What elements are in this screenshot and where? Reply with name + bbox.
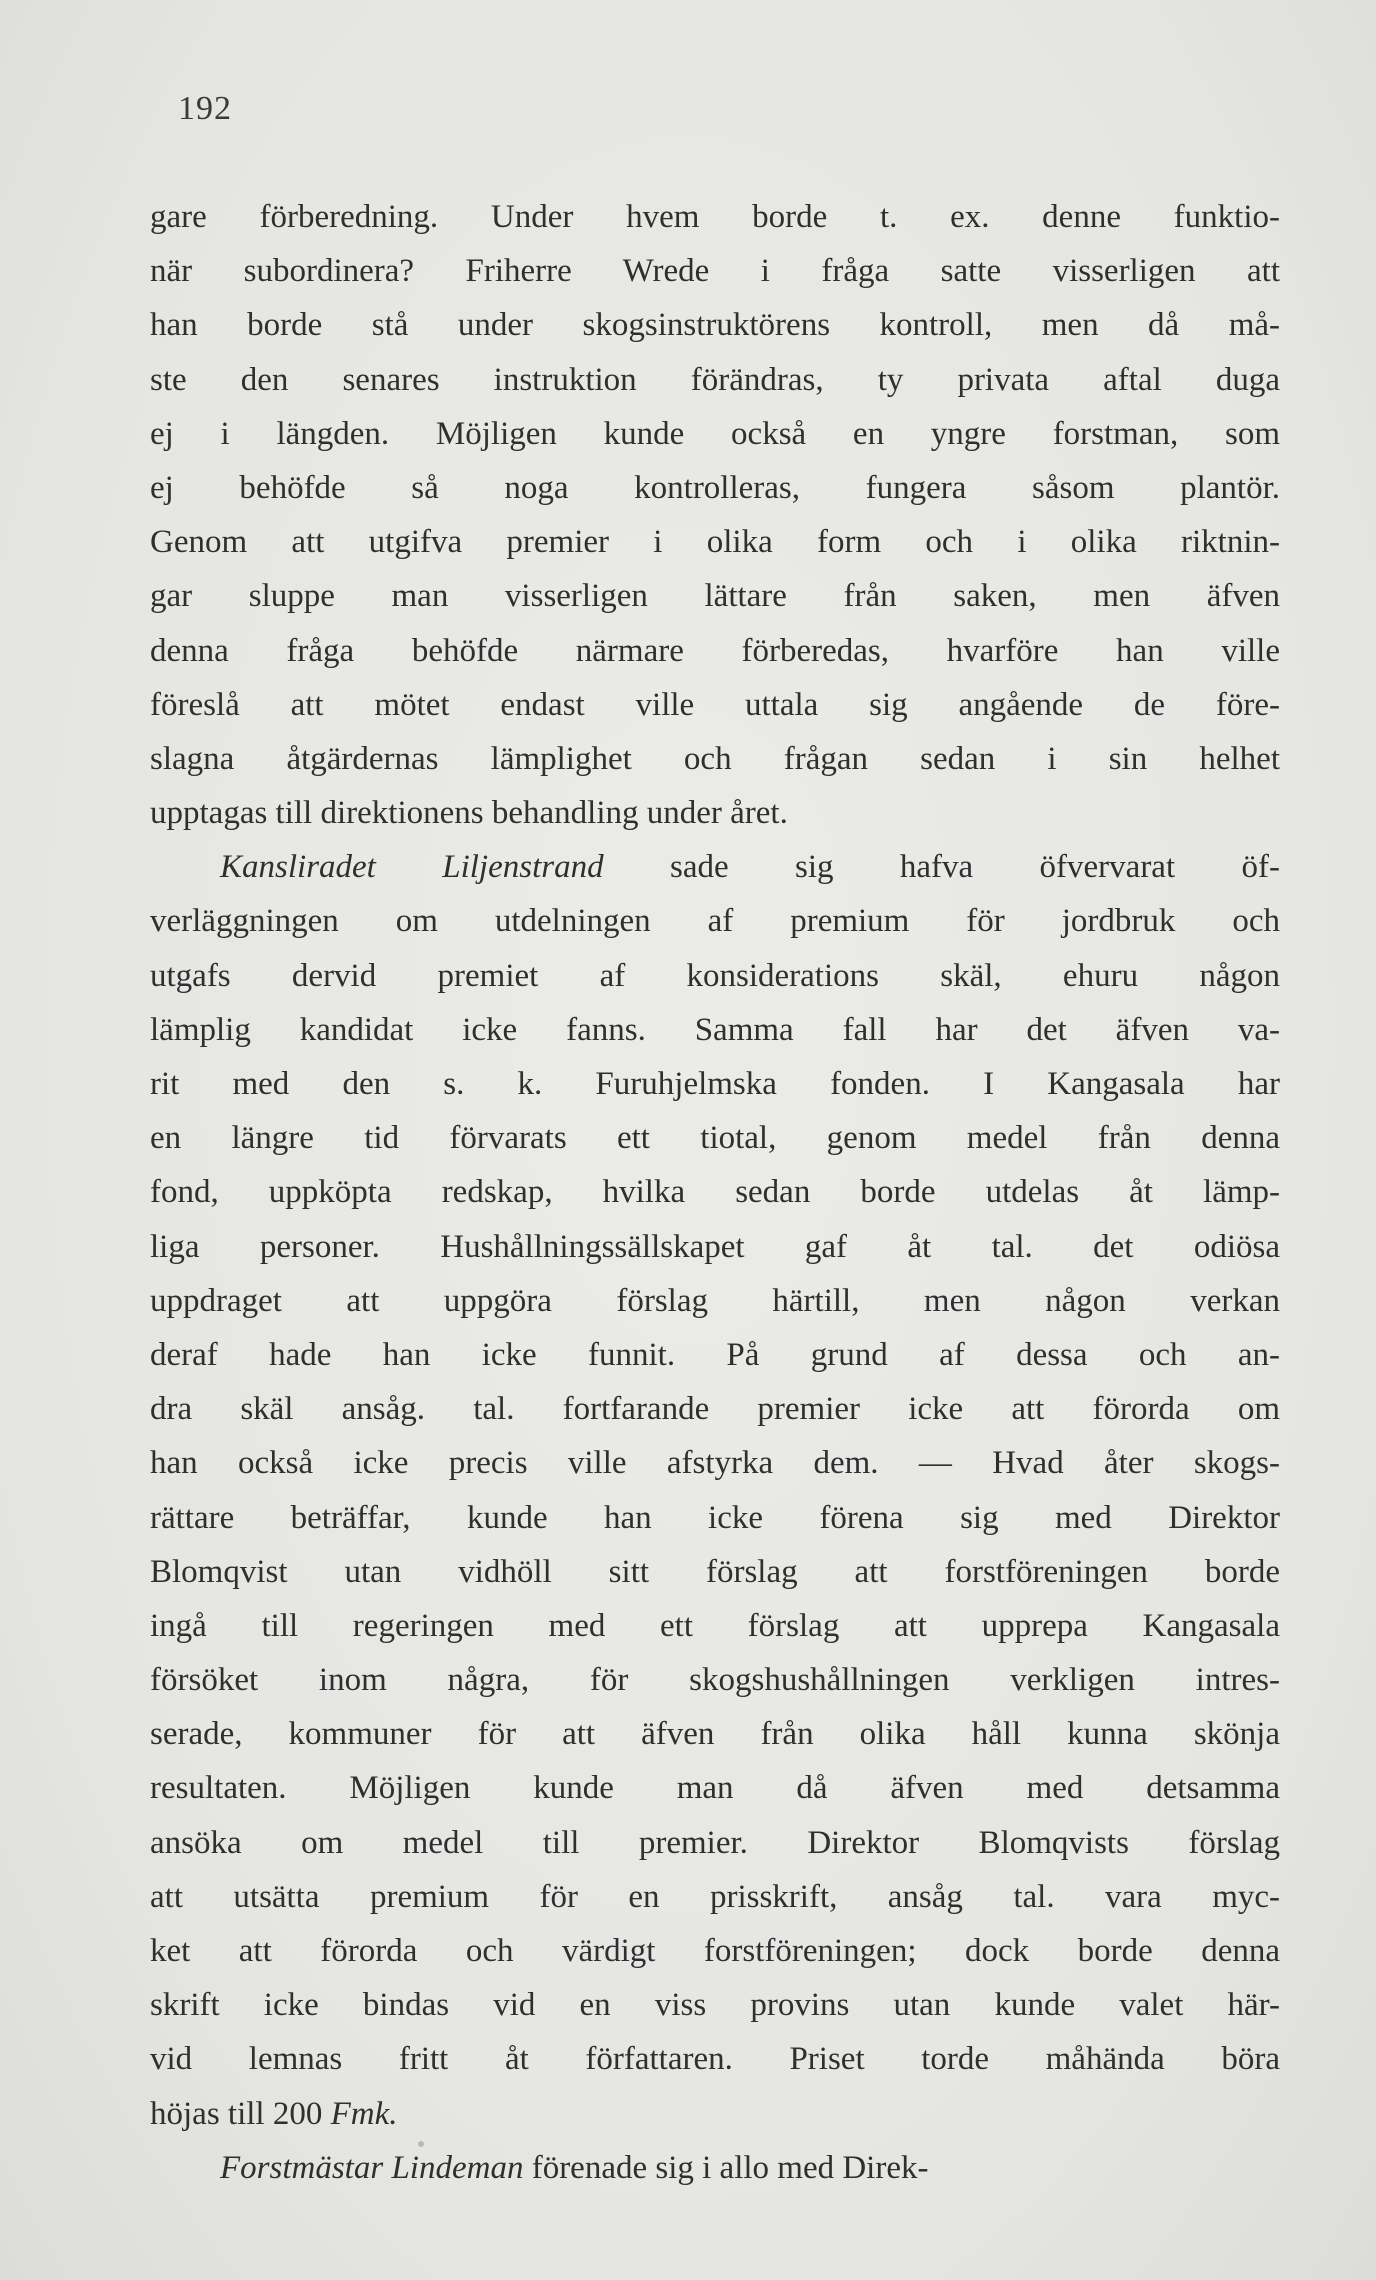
- text-fragment: när subordinera? Friherre Wrede i fråga satte visserligen att: [150, 253, 1280, 290]
- text-line: [150, 949, 1280, 1003]
- text-fragment: ej i längden. Möjligen kunde också en yngre forstman, som: [150, 415, 1280, 452]
- text-fragment: liga personer. Hushållningssällskapet gaf åt tal. det odiösa: [150, 1228, 1280, 1265]
- text-line: [150, 2087, 1280, 2141]
- body-text: [150, 190, 1280, 2195]
- text-fragment: ansöka om medel till premier. Direktor Blomqvists förslag: [150, 1824, 1280, 1861]
- text-fragment: vid lemnas fritt åt författaren. Priset torde måhända böra: [150, 2041, 1280, 2078]
- text-line: [150, 1978, 1280, 2032]
- text-fragment: utgafs dervid premiet af konsiderations skäl, ehuru någon: [150, 957, 1280, 994]
- text-fragment: han också icke precis ville afstyrka dem. — Hvad åter skogs-: [150, 1445, 1280, 1482]
- text-line: [150, 1816, 1280, 1870]
- text-fragment: gar sluppe man visserligen lättare från saken, men äfven: [150, 578, 1280, 615]
- text-fragment: rit med den s. k. Furuhjelmska fonden. I Kangasala har: [150, 1066, 1280, 1102]
- text-line: [150, 1707, 1280, 1761]
- page-number: 192: [178, 90, 232, 127]
- text-fragment: upptagas till direktionens behandling under året.: [150, 795, 788, 832]
- text-line: [150, 1436, 1280, 1490]
- text-line: [150, 1545, 1280, 1599]
- text-fragment: deraf hade han icke funnit. På grund af dessa och an-: [150, 1336, 1280, 1373]
- text-fragment: ingå till regeringen med ett förslag att upprepa Kangasala: [150, 1607, 1280, 1644]
- text-fragment: resultaten. Möjligen kunde man då äfven med detsamma: [150, 1770, 1280, 1807]
- text-fragment: serade, kommuner för att äfven från olika håll kunna skönja: [150, 1716, 1280, 1753]
- text-line: [150, 1111, 1280, 1165]
- text-fragment: fond, uppköpta redskap, hvilka sedan borde utdelas åt lämp-: [150, 1174, 1280, 1211]
- text-line: [150, 840, 1280, 894]
- text-fragment: ste den senares instruktion förändras, ty privata aftal duga: [150, 361, 1280, 398]
- text-line: [150, 1003, 1280, 1057]
- italic-text: Fmk.: [330, 2095, 398, 2132]
- text-fragment: höjas till 200: [150, 2095, 331, 2132]
- text-fragment: rättare beträffar, kunde han icke förena sig med Direktor: [150, 1499, 1280, 1536]
- text-fragment: föreslå att mötet endast ville uttala sig angående de före-: [150, 686, 1280, 723]
- text-fragment: verläggningen om utdelningen af premium för jordbruk och: [150, 903, 1280, 940]
- paper-speck: [418, 2141, 424, 2147]
- text-fragment: slagna åtgärdernas lämplighet och frågan sedan i sin helhet: [150, 740, 1280, 777]
- text-line: [150, 1382, 1280, 1436]
- text-line: [150, 1924, 1280, 1978]
- italic-text: Kansliradet Liljenstrand: [220, 849, 604, 886]
- text-fragment: dra skäl ansåg. tal. fortfarande premier icke att förorda om: [150, 1391, 1280, 1428]
- text-line: [150, 678, 1280, 732]
- text-line: [150, 1491, 1280, 1545]
- text-line: [150, 1870, 1280, 1924]
- text-fragment: försöket inom några, för skogshushållningen verkligen intres-: [150, 1662, 1280, 1699]
- text-line: [150, 1599, 1280, 1653]
- text-line: [150, 298, 1280, 352]
- text-line: [150, 1328, 1280, 1382]
- text-fragment: lämplig kandidat icke fanns. Samma fall har det äfven va-: [150, 1011, 1280, 1048]
- text-line: [150, 1653, 1280, 1707]
- text-line: [150, 1761, 1280, 1815]
- text-fragment: Blomqvist utan vidhöll sitt förslag att forstföreningen borde: [150, 1553, 1280, 1590]
- text-line: [150, 569, 1280, 623]
- text-fragment: Genom att utgifva premier i olika form och i olika riktnin-: [150, 524, 1280, 561]
- text-fragment: han borde stå under skogsinstruktörens kontroll, men då må-: [150, 307, 1280, 344]
- text-line: [150, 2141, 1280, 2195]
- text-fragment: skrift icke bindas vid en viss provins utan kunde valet här-: [150, 1987, 1280, 2024]
- text-line: [150, 1057, 1280, 1111]
- text-line: [150, 1274, 1280, 1328]
- text-line: [150, 1165, 1280, 1219]
- text-line: [150, 190, 1280, 244]
- text-line: [150, 786, 1280, 840]
- text-fragment: en längre tid förvarats ett tiotal, genom medel från denna: [150, 1120, 1280, 1157]
- text-fragment: ej behöfde så noga kontrolleras, fungera såsom plantör.: [150, 469, 1280, 506]
- text-line: [150, 244, 1280, 298]
- text-fragment: förenade sig i allo med Direk-: [523, 2149, 929, 2186]
- text-line: [150, 624, 1280, 678]
- text-fragment: att utsätta premium för en prisskrift, ansåg tal. vara myc-: [150, 1878, 1280, 1915]
- text-fragment: denna fråga behöfde närmare förberedas, hvarföre han ville: [150, 632, 1280, 669]
- text-fragment: sade sig hafva öfvervarat öf-: [603, 849, 1280, 886]
- text-line: [150, 353, 1280, 407]
- italic-text: Forstmästar Lindeman: [220, 2149, 524, 2186]
- text-line: [150, 407, 1280, 461]
- text-line: [150, 1220, 1280, 1274]
- text-line: [150, 2032, 1280, 2086]
- text-fragment: uppdraget att uppgöra förslag härtill, men någon verkan: [150, 1282, 1280, 1319]
- text-fragment: gare förberedning. Under hvem borde t. ex. denne funktio-: [150, 199, 1280, 235]
- text-line: [150, 732, 1280, 786]
- text-line: [150, 461, 1280, 515]
- text-line: [150, 894, 1280, 948]
- text-line: [150, 515, 1280, 569]
- text-fragment: ket att förorda och värdigt forstföreningen; dock borde denna: [150, 1933, 1280, 1969]
